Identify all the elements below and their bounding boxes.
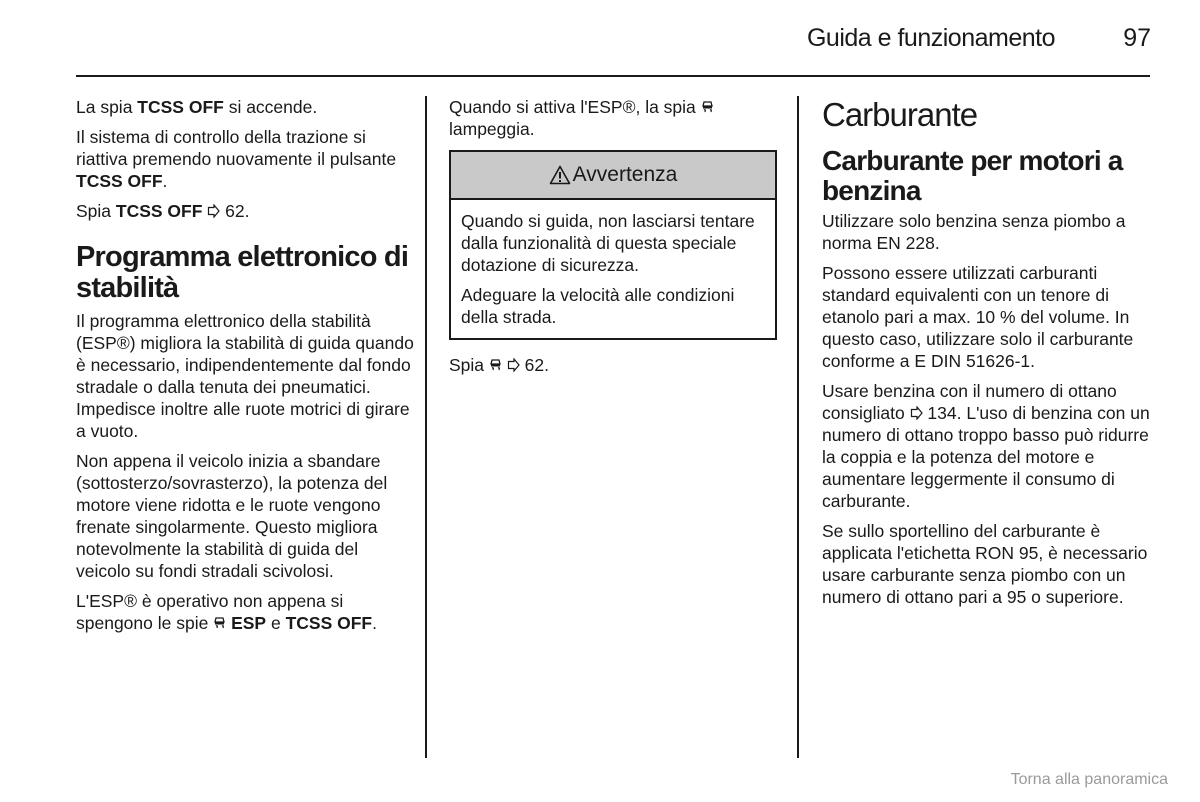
esp-skid-car-icon: [701, 100, 714, 114]
column-divider: [797, 96, 799, 758]
paragraph: Il programma elettronico della stabilità (ESP®) migliora la stabilità di guida quando è necessario, indipendentemente dal fondo stradale o dalla tenuta dei pneumatici. Impedisce inoltre alle ruote motrici di girare a vuoto.: [76, 311, 414, 441]
warning-header: [451, 152, 775, 200]
paragraph: Utilizzare solo benzina senza piombo a norma EN 228.: [822, 211, 1126, 253]
page-reference-arrow-icon: [910, 406, 923, 420]
paragraph: Spia TCSS OFF 62.: [76, 201, 250, 221]
paragraph: Quando si guida, non lasciarsi tentare dalla funzionalità di questa speciale dotazione di sicurezza.: [461, 211, 755, 275]
warning-title: Avvertenza: [572, 163, 678, 186]
header-rule: [76, 75, 1150, 77]
page-reference-arrow-icon: [507, 358, 520, 372]
warning-box: [449, 150, 777, 340]
back-to-overview-link[interactable]: Torna alla panoramica: [1010, 771, 1168, 788]
column-2: [449, 96, 779, 384]
column-3: [822, 96, 1154, 616]
paragraph: L'ESP® è operativo non appena si spengono le spie ESP e TCSS OFF.: [76, 591, 377, 633]
paragraph: Usare benzina con il numero di ottano consigliato 134. L'uso di benzina con un numero di ottano troppo basso può ridurre la coppia e la potenza del motore e aumentare leggermente il consumo di carburante.: [822, 381, 1150, 511]
section-title: Guida e funzionamento: [806, 24, 1055, 52]
paragraph: Spia 62.: [449, 355, 549, 375]
column-divider: [425, 96, 427, 758]
section-heading: Carburante per motori a benzina: [822, 145, 1123, 206]
paragraph: Possono essere utilizzati carburanti standard equivalenti con un tenore di etanolo pari a max. 10 % del volume. In questo caso, utilizzare solo il carburante conforme a E DIN 51626-1.: [822, 263, 1134, 371]
section-heading: Programma elettronico di stabilità: [76, 241, 409, 304]
column-1: [76, 96, 414, 642]
paragraph: Il sistema di controllo della trazione si riattiva premendo nuovamente il pulsante TCSS OFF.: [76, 127, 397, 191]
esp-skid-car-icon: [489, 358, 502, 372]
paragraph: Quando si attiva l'ESP®, la spia lampeggia.: [449, 96, 779, 140]
warning-body: [451, 200, 775, 338]
chapter-heading: Carburante: [822, 96, 978, 133]
page-reference-arrow-icon: [207, 204, 220, 218]
paragraph: Non appena il veicolo inizia a sbandare (sottosterzo/sovrasterzo), la potenza del motore viene ridotta e le ruote vengono frenate singolarmente. Questo migliora notevolmente la stabilità di guida del veicolo su fondi stradali scivolosi.: [76, 451, 388, 581]
paragraph: Adeguare la velocità alle condizioni della strada.: [461, 285, 735, 327]
paragraph: Se sullo sportellino del carburante è applicata l'etichetta RON 95, è necessario usare carburante senza piombo con un numero di ottano pari a 95 o superiore.: [822, 521, 1148, 607]
warning-triangle-icon: [549, 165, 571, 185]
page-number: 97: [1123, 24, 1151, 52]
paragraph: La spia TCSS OFF si accende.: [76, 97, 318, 117]
esp-skid-car-icon: [213, 616, 226, 630]
